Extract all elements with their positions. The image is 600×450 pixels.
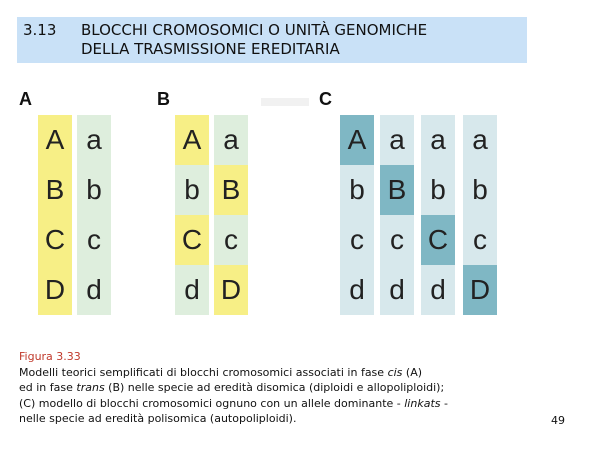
chromosome-column bbox=[463, 115, 497, 315]
allele-cell: A bbox=[38, 115, 72, 165]
panel-label-a: A bbox=[19, 89, 32, 109]
allele-cell: b bbox=[175, 165, 209, 215]
allele-cell: b bbox=[421, 165, 455, 215]
section-title-line2: DELLA TRASMISSIONE EREDITARIA bbox=[81, 40, 340, 58]
allele-cell: d bbox=[77, 265, 111, 315]
allele-cell: D bbox=[463, 265, 497, 315]
caption-text: (A) bbox=[402, 365, 423, 379]
allele-cell: d bbox=[175, 265, 209, 315]
allele-cell: C bbox=[38, 215, 72, 265]
allele-cell: a bbox=[77, 115, 111, 165]
page-number: 49 bbox=[551, 414, 565, 427]
caption-text: Modelli teorici semplificati di blocchi cromosomici associati in fase bbox=[19, 365, 388, 379]
allele-cell: D bbox=[214, 265, 248, 315]
chromosome-column bbox=[38, 115, 72, 315]
allele-cell: c bbox=[463, 215, 497, 265]
caption-linkats: linkats bbox=[404, 396, 441, 410]
figure-number: Figura 3.33 bbox=[19, 350, 81, 363]
chromosome-column bbox=[214, 115, 248, 315]
allele-cell: a bbox=[421, 115, 455, 165]
panel-label-c: C bbox=[319, 89, 332, 109]
caption-text: - bbox=[440, 396, 448, 410]
allele-cell: a bbox=[463, 115, 497, 165]
allele-cell: d bbox=[340, 265, 374, 315]
section-title-line1: BLOCCHI CROMOSOMICI O UNITÀ GENOMICHE bbox=[81, 21, 428, 39]
allele-cell: D bbox=[38, 265, 72, 315]
allele-cell: A bbox=[175, 115, 209, 165]
panel-label-b: B bbox=[157, 89, 170, 109]
allele-cell: B bbox=[380, 165, 414, 215]
allele-cell: c bbox=[340, 215, 374, 265]
allele-cell: C bbox=[175, 215, 209, 265]
allele-cell: c bbox=[214, 215, 248, 265]
allele-cell: C bbox=[421, 215, 455, 265]
caption-trans: trans bbox=[76, 381, 105, 394]
caption-cis: cis bbox=[387, 365, 403, 379]
caption-text: (B) nelle specie ad eredità disomica (diploidi e allopoliploidi); bbox=[104, 381, 445, 394]
caption-text: (C) modello di blocchi cromosomici ognuno con un allele dominante - bbox=[19, 396, 405, 410]
caption-text: ed in fase bbox=[19, 381, 77, 394]
chromosome-column bbox=[340, 115, 374, 315]
caption-text: nelle specie ad eredità polisomica (autopoliploidi). bbox=[19, 412, 297, 425]
decorative-bar bbox=[261, 98, 309, 106]
allele-cell: b bbox=[340, 165, 374, 215]
allele-cell: a bbox=[380, 115, 414, 165]
allele-cell: b bbox=[77, 165, 111, 215]
allele-cell: d bbox=[421, 265, 455, 315]
allele-cell: d bbox=[380, 265, 414, 315]
allele-cell: a bbox=[214, 115, 248, 165]
section-number: 3.13 bbox=[23, 21, 57, 39]
allele-cell: A bbox=[340, 115, 374, 165]
figure-caption bbox=[19, 349, 539, 427]
allele-cell: b bbox=[463, 165, 497, 215]
allele-cell: c bbox=[380, 215, 414, 265]
chromosome-column bbox=[421, 115, 455, 315]
allele-cell: B bbox=[38, 165, 72, 215]
allele-cell: c bbox=[77, 215, 111, 265]
chromosome-column bbox=[77, 115, 111, 315]
allele-cell: B bbox=[214, 165, 248, 215]
chromosome-column bbox=[175, 115, 209, 315]
section-title-box bbox=[17, 17, 527, 63]
chromosome-column bbox=[380, 115, 414, 315]
